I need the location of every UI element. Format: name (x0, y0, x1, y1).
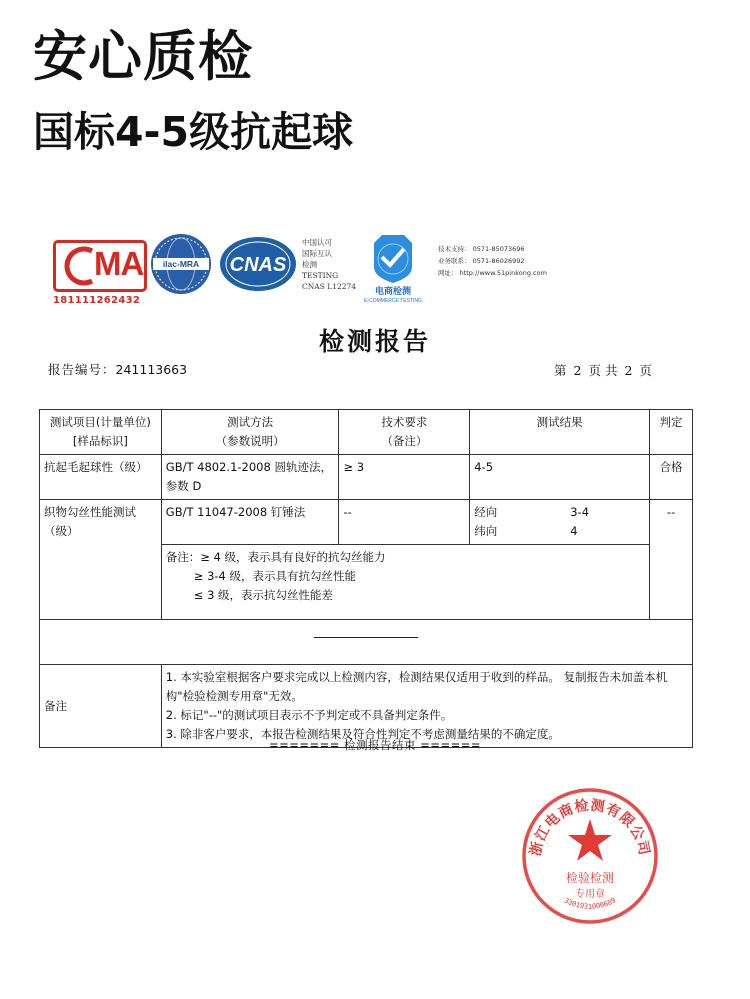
row2-requirement: -- (339, 500, 470, 545)
page-current: 2 (573, 363, 582, 378)
business-phone: 业务联系： 0571-86026992 (438, 257, 525, 265)
seal-company: 浙江电商检测有限公司 (527, 797, 653, 858)
header-method: 测试方法 （参数说明） (161, 410, 339, 455)
ilac-text: ilac-MRA (162, 259, 200, 269)
seal-center-2: 专用章 (575, 889, 605, 900)
ecommerce-testing-logo (360, 233, 426, 303)
row1-item: 抗起毛起球性（级） (40, 455, 162, 500)
table-header-row (40, 410, 693, 455)
row2-result: 经向 3-4 纬向 4 (470, 500, 650, 545)
cma-logo (53, 240, 145, 306)
page-total: 2 (624, 363, 633, 378)
remarks-row (40, 665, 693, 748)
report-number-value: 241113663 (115, 362, 188, 377)
seal-code: 3301931000689 (562, 896, 618, 911)
page-info: 第 2 页 共 2 页 (554, 363, 652, 378)
page-title: 安心质检 (33, 25, 253, 88)
grading-note: 备注：≥ 4 级，表示具有良好的抗勾丝能力 ≥ 3-4 级，表示具有抗勾丝性能 ≤ 3 级，表示抗勾丝性能差 (161, 545, 649, 620)
report-number-label: 报告编号： (48, 362, 116, 377)
table-row (40, 500, 693, 545)
cnas-text: CNAS (229, 254, 287, 276)
row2-judgement: -- (650, 500, 693, 620)
row1-judgement: 合格 (650, 455, 693, 500)
test-report-table (39, 409, 693, 748)
remarks-label: 备注 (40, 665, 162, 748)
support-phone: 技术支持： 0571-85073696 (438, 245, 525, 253)
header-item: 测试项目(计量单位) [样品标识] (40, 410, 162, 455)
blank-row (40, 620, 693, 665)
website: 网址： http://www.51pinkong.com (438, 269, 547, 277)
report-end-text: ======= 检测报告结束 ====== (268, 738, 482, 752)
contact-info (438, 243, 547, 279)
seal-center-1: 检验检测 (565, 871, 615, 885)
ecommerce-cn-text: 电商检测 (374, 287, 412, 297)
row2-item: 织物勾丝性能测试（级） (40, 500, 162, 620)
cma-number: 181111262432 (53, 295, 141, 306)
ecommerce-en-text: E-COMMERCE TESTING (364, 298, 422, 303)
header-judgement: 判定 (650, 410, 693, 455)
report-number (48, 360, 187, 378)
divider-line (314, 637, 418, 638)
report-title: 检测报告 (318, 327, 431, 356)
header-result: 测试结果 (470, 410, 650, 455)
table-row (40, 455, 693, 500)
star-icon (568, 819, 612, 861)
page-subtitle: 国标4-5级抗起球 (33, 108, 354, 156)
cnas-accreditation-note: 中国认可 国际互认 检测 TESTING CNAS L12274 (302, 238, 357, 291)
official-seal (520, 786, 660, 926)
row1-method: GB/T 4802.1-2008 圆轨迹法，参数 D (161, 455, 339, 500)
row1-result: 4-5 (470, 455, 650, 500)
header-requirement: 技术要求 （备注） (339, 410, 470, 455)
remarks-content: 1. 本实验室根据客户要求完成以上检测内容，检测结果仅适用于收到的样品。 复制报告未加盖本机构"检验检测专用章"无效。 2. 标记"--"的测试项目表示不予判定或不具备判定条件。 3. 除非客户要求，本报告检测结果及符合性判定不考虑测量结果的不确定度。 (161, 665, 692, 748)
cnas-logo (218, 235, 298, 293)
row2-method: GB/T 11047-2008 钉锤法 (161, 500, 339, 545)
row1-requirement: ≥ 3 (339, 455, 470, 500)
cma-text: MA (94, 245, 144, 282)
ilac-mra-logo (150, 233, 212, 295)
